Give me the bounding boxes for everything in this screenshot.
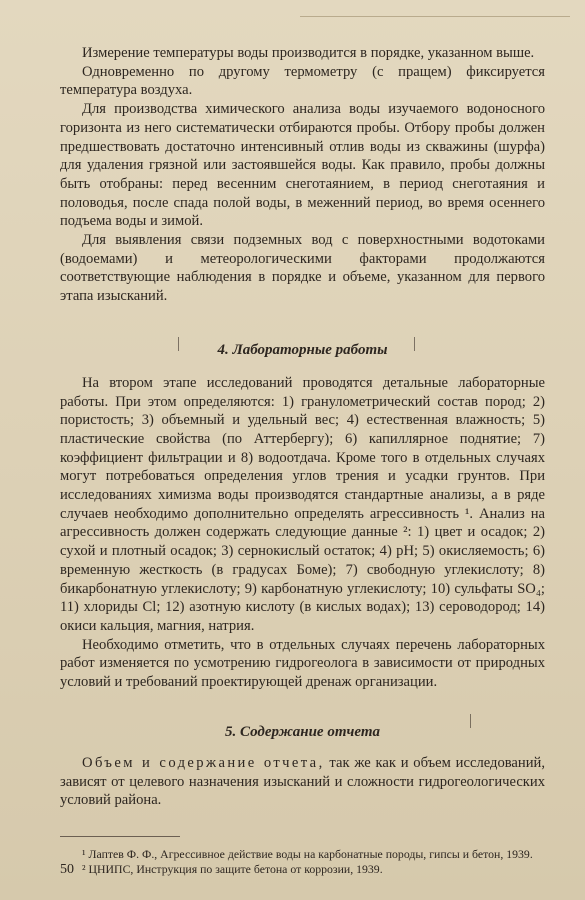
- top-rule: [300, 16, 570, 17]
- paragraph-chemical-analysis: Для производства химического анализа воды изучаемого водоносного горизонта из него систематически отбираются пробы. Отбору пробы должен предшествовать достаточно интенсивный отлив воды из скважины (шурфа) для удаления грязной или застоявшейся воды. Как правило, пробы должны быть отобраны: перед весенним снеготаянием, в период снеготаяния и половодья, после спада полой воды, в меженний период, во время осеннего подъема воды и зимой.: [60, 101, 545, 230]
- section-4-heading: 4. Лабораторные работы: [217, 341, 388, 358]
- footnote-1: ¹ Лаптев Ф. Ф., Агрессивное действие воды на карбонатные породы, гипсы и бетон, 1939.: [82, 846, 533, 861]
- paragraph-surface-water: Для выявления связи подземных вод с поверхностными водотоками (водоемами) и метеорологическими факторами продолжаются соответствующие наблюдения в порядке и объеме, указанном для первого этапа изысканий.: [60, 232, 545, 305]
- section-5-heading: 5. Содержание отчета: [225, 723, 380, 740]
- paragraph-lab-works: На втором этапе исследований проводятся детальные лабораторные работы. При этом определяются: 1) гранулометрический состав пород; 2) пористость; 3) объемный и удельный вес; 4) естественная влажность; 5) пластические свойства (по Аттербергу); 6) капиллярное поднятие; 7) коэффициент фильтрации и 8) водоотдача. Кроме того в отдельных случаях могут потребоваться определения углов трения и усадки грунтов. При исследованиях химизма воды производятся стандартные анализы, а в ряде случаев необходимо дополнительно определять агрессивность ¹. Анализ на агрессивность должен содержать следующие данные ²: 1) цвет и осадок; 2) сухой и плотный осадок; 3) сернокислый остаток; 4) pH; 5) окисляемость; 6) временную жесткость (в градусах Боме); 7) свободную углекислоту; 8) бикарбонатную углекислоту; 9) карбонатную углекислоту; 10) сульфаты SO₄; 11) хлориды Cl; 12) азотную кислоту (в кислых водах); 13) сероводород; 14) окиси кальция, магния, натрия.: [60, 374, 545, 634]
- margin-mark-right: [414, 337, 415, 351]
- footnote-rule: [60, 836, 180, 837]
- paragraph-temperature: Измерение температуры воды производится в порядке, указанном выше.: [82, 45, 535, 61]
- report-content-rest: так же как и объем исследований, зависят от целевого назначения изысканий и сложности гидрогеологических условий района.: [60, 754, 545, 809]
- spaced-lead-text: Объем и содержание отчета,: [82, 754, 325, 771]
- page-number: 50: [60, 862, 74, 877]
- margin-mark-section5: [470, 714, 471, 728]
- paragraph-lab-note: Необходимо отметить, что в отдельных случаях перечень лабораторных работ изменяется по усмотрению гидрогеолога в зависимости от природных условий и требований проектирующей дренаж организации.: [60, 636, 545, 691]
- paragraph-report-content: [60, 754, 545, 810]
- footnote-2: ² ЦНИПС, Инструкция по защите бетона от коррозии, 1939.: [82, 861, 383, 876]
- margin-mark-left: [178, 337, 179, 351]
- paragraph-air-temperature: Одновременно по другому термометру (с пращем) фиксируется температура воздуха.: [60, 63, 545, 99]
